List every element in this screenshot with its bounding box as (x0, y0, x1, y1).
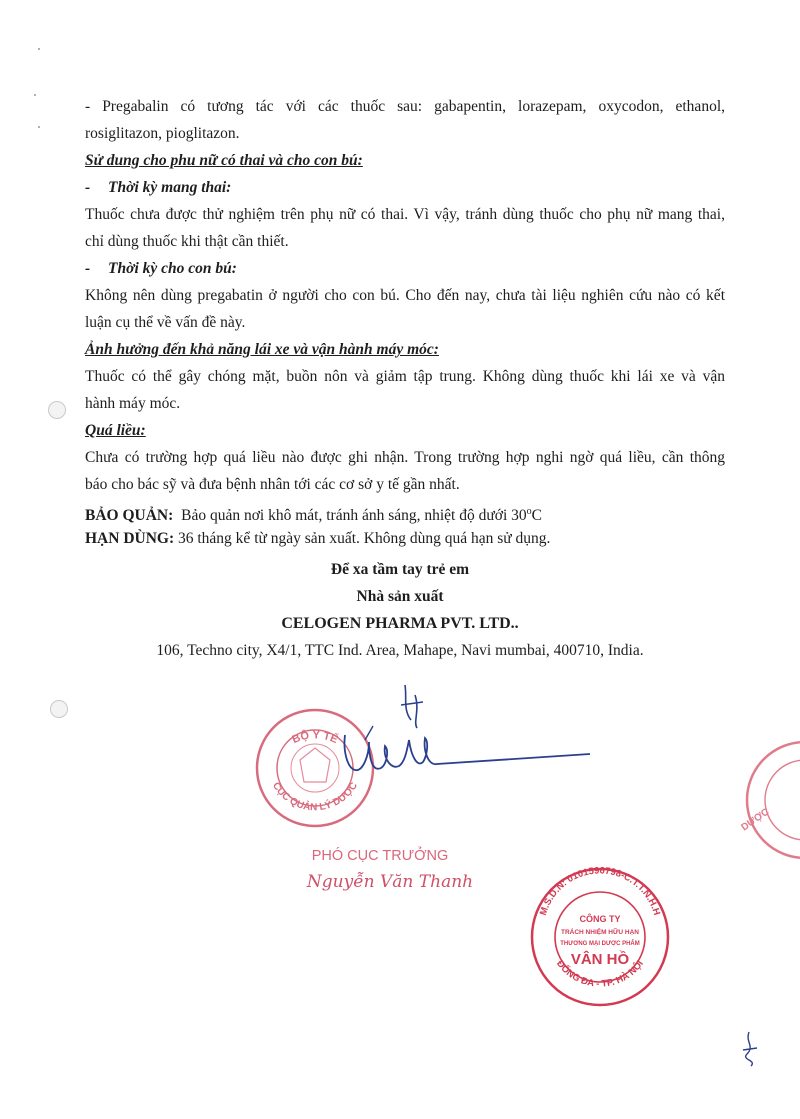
company-line-2: TRÁCH NHIỆM HỮU HẠN (561, 929, 639, 936)
overdose-heading: Quá liều: (85, 422, 146, 439)
driving-text-line-2: hành máy móc. (85, 395, 181, 412)
binder-hole-bottom (50, 700, 68, 718)
pregnancy-text-line-1: Thuốc chưa được thử nghiệm trên phụ nữ có thai. Vì vậy, tránh dùng thuốc cho phụ nữ mang thai, (85, 206, 725, 223)
storage-line (85, 502, 725, 526)
lactation-text-line-1: Không nên dùng pregabatin ở người cho con bú. Cho đến nay, chưa tài liệu nghiên cứu nào có kết (85, 287, 725, 304)
interactions-line-2: rosiglitazon, pioglitazon. (85, 125, 240, 142)
svg-text:M.S.D.N: 0101596798-C.T.T.N.H. (538, 865, 662, 916)
manufacturer-name: CELOGEN PHARMA PVT. LTD.. (281, 615, 519, 632)
bullet-dash: - (85, 260, 91, 277)
storage-label: BẢO QUẢN: (85, 507, 174, 525)
edge-stamp-text: DƯỢC (739, 806, 772, 834)
speck (38, 48, 40, 50)
initial-mark (735, 1030, 765, 1070)
bullet-dash: - (85, 179, 91, 196)
agency-ring-top: BỘ Y TẾ (290, 729, 340, 747)
agency-ring-bottom: CỤC QUẢN LÝ DƯỢC (269, 780, 361, 814)
company-line-1: CÔNG TY (579, 914, 621, 924)
speck (34, 94, 36, 96)
company-line-4: VÂN HỒ (570, 951, 630, 968)
interactions-line-1: - Pregabalin có tương tác với các thuốc sau: gabapentin, lorazepam, oxycodon, ethanol, (85, 98, 725, 115)
keep-away-notice: Để xa tầm tay trẻ em (330, 561, 470, 578)
official-title: PHÓ CỤC TRƯỞNG (311, 848, 449, 864)
official-name: Nguyễn Văn Thanh (306, 872, 474, 892)
company-stamp (525, 860, 675, 1010)
expiry-label: HẠN DÙNG: (85, 530, 175, 547)
driving-heading: Ảnh hưởng đến khả năng lái xe và vận hành máy móc: (85, 341, 439, 358)
official-signature (325, 680, 595, 790)
overdose-text-line-2: báo cho bác sỹ và đưa bệnh nhân tới các cơ sở y tế gần nhất. (85, 476, 460, 493)
company-ring-text: M.S.D.N: 0101596798-C.T.T.N.H.H (537, 865, 663, 917)
company-line-3: THƯƠNG MẠI DƯỢC PHẨM (560, 941, 640, 947)
storage-text: Bảo quản nơi khô mát, tránh ánh sáng, nhiệt độ dưới 30 (181, 507, 527, 525)
edge-stamp (730, 735, 800, 865)
storage-degree: o (526, 506, 532, 517)
binder-hole-top (48, 401, 66, 419)
bullet-label: Thời kỳ mang thai: (108, 179, 232, 196)
speck (38, 126, 40, 128)
manufacturer-label: Nhà sản xuất (356, 588, 444, 605)
overdose-text-line-1: Chưa có trường hợp quá liều nào được ghi nhận. Trong trường hợp nghi ngờ quá liều, cần thông (85, 449, 725, 466)
lactation-text-line-2: luận cụ thể về vấn đề này. (85, 314, 246, 331)
pregnancy-bullet (85, 178, 725, 198)
company-ring-bottom-text: ĐỐNG ĐA - TP. HÀ NỘI (554, 958, 646, 990)
lactation-bullet (85, 259, 725, 279)
storage-unit: C (531, 507, 542, 525)
expiry-line (85, 529, 725, 549)
pregnancy-heading: Sử dung cho phu nữ có thai và cho con bú: (85, 152, 363, 169)
expiry-text: 36 tháng kể từ ngày sản xuất. Không dùng quá hạn sử dụng. (178, 530, 551, 547)
bullet-label: Thời kỳ cho con bú: (108, 260, 237, 277)
driving-text-line-1: Thuốc có thể gây chóng mặt, buồn nôn và giảm tập trung. Không dùng thuốc khi lái xe và vận (85, 368, 725, 385)
pregnancy-text-line-2: chỉ dùng thuốc khi thật cần thiết. (85, 233, 289, 250)
manufacturer-address: 106, Techno city, X4/1, TTC Ind. Area, Mahape, Navi mumbai, 400710, India. (156, 642, 644, 659)
